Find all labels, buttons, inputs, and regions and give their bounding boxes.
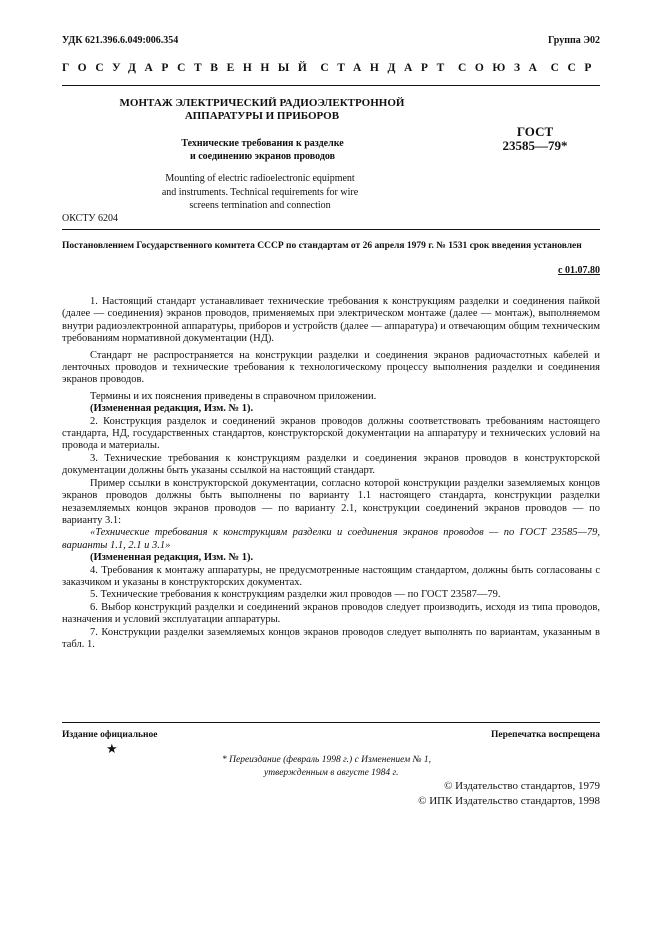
- gov-title-word: ССР: [550, 62, 600, 74]
- gost-number: 23585—79*: [502, 138, 568, 153]
- standard-body: [62, 296, 600, 651]
- gov-title-word: СОЮЗА: [457, 62, 546, 74]
- paragraph: Стандарт не распространяется на конструкции разделки и соединения экранов радиочастотных кабелей и ленточных проводов и технические требования к технологическому процессу выполнения разделки и соединения экранов проводов.: [62, 349, 600, 386]
- paragraph: Пример ссылки в конструкторской документации, согласно которой конструкции разделки заземляемых концов экранов проводов должны быть выполнены по варианту 1.1 настоящего стандарта, конструкции разделки незаземляемых концов экранов проводов — по варианту 2.1, конструкции соединений экранов проводов — по варианту 3.1:: [62, 477, 600, 526]
- paragraph: 3. Технические требования к конструкциям разделки и соединения экранов проводов в конструкторской документации должны быть указаны ссылкой на настоящий стандарт.: [62, 452, 600, 477]
- english-title-line: and instruments. Technical requirements for wire: [161, 186, 359, 198]
- official-edition: Издание официальное: [62, 730, 158, 740]
- amendment-note: (Измененная редакция, Изм. № 1).: [90, 552, 254, 564]
- reprint-prohibited: Перепечатка воспрещена: [490, 730, 600, 740]
- okstu-code: ОКСТУ 6204: [62, 213, 119, 224]
- english-title-line: screens termination and connection: [189, 200, 331, 211]
- paragraph: 4. Требования к монтажу аппаратуры, не предусмотренные настоящим стандартом, должны быть согласованы с заказчиком и указаны в конструкторских документах.: [62, 564, 600, 588]
- effective-date: с 01.07.80: [558, 265, 600, 276]
- gov-title-word: СТАНДАРТ: [320, 62, 453, 74]
- paragraph: 2. Конструкция разделок и соединений экранов проводов должны соответствовать требованиям настоящего стандарта, НД, государственных стандартов, конструкторской документации на аппаратуру и технических условий на провода и материалы.: [62, 415, 600, 452]
- gost-number-block: [476, 125, 594, 153]
- reissue-line: утвержденным в августе 1984 г.: [264, 768, 399, 778]
- paragraph: 6. Выбор конструкций разделки и соединений экранов проводов следует производить, исходя из типа проводов, назначения и условий эксплуатации аппаратуры.: [62, 601, 600, 626]
- paragraph: Термины и их пояснения приведены в справочном приложении.: [90, 390, 377, 402]
- title-line: АППАРАТУРЫ И ПРИБОРОВ: [184, 110, 340, 122]
- star-icon: ★: [106, 741, 118, 756]
- english-title-line: Mounting of electric radioelectronic equipment: [165, 173, 355, 184]
- copyright-1979: © Издательство стандартов, 1979: [444, 780, 600, 792]
- paragraph: 7. Конструкции разделки заземляемых концов экранов проводов следует выполнять по вариантам, указанным в табл. 1.: [62, 626, 600, 650]
- title-rule: [62, 229, 600, 230]
- subtitle-line: Технические требования к разделке: [181, 138, 344, 149]
- title-line: МОНТАЖ ЭЛЕКТРИЧЕСКИЙ РАДИОЭЛЕКТРОННОЙ: [119, 97, 405, 109]
- reference-example: «Технические требования к конструкциям разделки и соединения экранов проводов — по ГОСТ 23585—79, варианты 1.1, 2.1 и 3.1»: [62, 527, 600, 551]
- gov-title-word: ГОСУДАРСТВЕННЫЙ: [62, 62, 316, 74]
- standard-title: [62, 97, 462, 123]
- udk-code: УДК 621.396.6.049:006.354: [62, 35, 179, 46]
- english-title: [100, 172, 420, 213]
- standard-subtitle: [110, 138, 415, 163]
- reissue-note: [222, 754, 522, 780]
- paragraph: 1. Настоящий стандарт устанавливает технические требования к конструкциям разделки и соединения пайкой (далее — соединения) экранов проводов, применяемых при электрическом монтаже (далее — монтаж), выполняемом внутри радиоэлектронной аппаратуры, приборов и устройств (далее — аппаратура) и отвечающим общим техническим требованиям нормативной документации (НД).: [62, 296, 600, 345]
- gost-label: ГОСТ: [516, 124, 554, 139]
- header-rule: [62, 85, 600, 86]
- reissue-line: * Переиздание (февраль 1998 г.) с Изменением № 1,: [222, 755, 432, 765]
- footer-rule: [62, 722, 600, 723]
- gov-standard-title: [62, 62, 600, 74]
- copyright-1998: © ИПК Издательство стандартов, 1998: [418, 795, 600, 807]
- decree-text: Постановлением Государственного комитета СССР по стандартам от 26 апреля 1979 г. № 1531 срок введения установлен: [62, 241, 582, 251]
- amendment-note: (Измененная редакция, Изм. № 1).: [90, 403, 254, 415]
- group-code: Группа Э02: [548, 35, 600, 46]
- paragraph: 5. Технические требования к конструкциям разделки жил проводов — по ГОСТ 23587—79.: [90, 589, 501, 601]
- subtitle-line: и соединению экранов проводов: [189, 150, 336, 162]
